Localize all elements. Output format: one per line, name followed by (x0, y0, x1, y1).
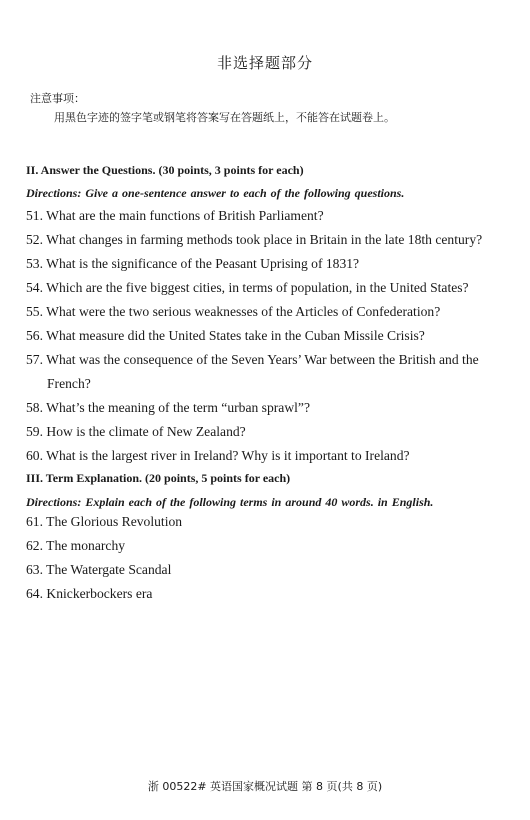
question-58: 58. What’s the meaning of the term “urban sprawl”? (26, 400, 310, 415)
question-57: 57. What was the consequence of the Seven Years’ War between the British and the (26, 352, 479, 367)
section-3-directions: Directions: Explain each of the following terms in around 40 words. in English. (26, 495, 434, 509)
term-62: 62. The monarchy (26, 538, 126, 553)
question-59: 59. How is the climate of New Zealand? (26, 424, 246, 439)
term-63: 63. The Watergate Scandal (26, 562, 172, 577)
page-title: 非选择题部分 (216, 54, 313, 72)
section-2-heading: II. Answer the Questions. (30 points, 3 points for each) (26, 163, 304, 177)
notice-text: 用黑色字迹的签字笔或钢笔将答案写在答题纸上，不能答在试题卷上。 (54, 111, 395, 124)
page-footer: 浙 00522# 英语国家概况试题 第 8 页(共 8 页) (147, 780, 383, 793)
question-55: 55. What were the two serious weaknesses of the Articles of Confederation? (26, 304, 441, 319)
question-56: 56. What measure did the United States take in the Cuban Missile Crisis? (26, 328, 425, 343)
question-54: 54. Which are the five biggest cities, in terms of population, in the United States? (26, 280, 469, 295)
question-52: 52. What changes in farming methods took place in Britain in the late 18th century? (26, 232, 483, 247)
term-64: 64. Knickerbockers era (26, 586, 153, 601)
question-51: 51. What are the main functions of British Parliament? (26, 208, 324, 223)
question-53: 53. What is the significance of the Peasant Uprising of 1831? (26, 256, 360, 271)
question-60: 60. What is the largest river in Ireland? Why is it important to Ireland? (26, 448, 410, 463)
notice-heading: 注意事项： (30, 92, 85, 105)
question-57-continued: French? (47, 376, 91, 391)
section-2-directions: Directions: Give a one-sentence answer to each of the following questions. (26, 186, 405, 200)
section-3-heading: III. Term Explanation. (20 points, 5 points for each) (26, 471, 291, 485)
term-61: 61. The Glorious Revolution (26, 514, 183, 529)
